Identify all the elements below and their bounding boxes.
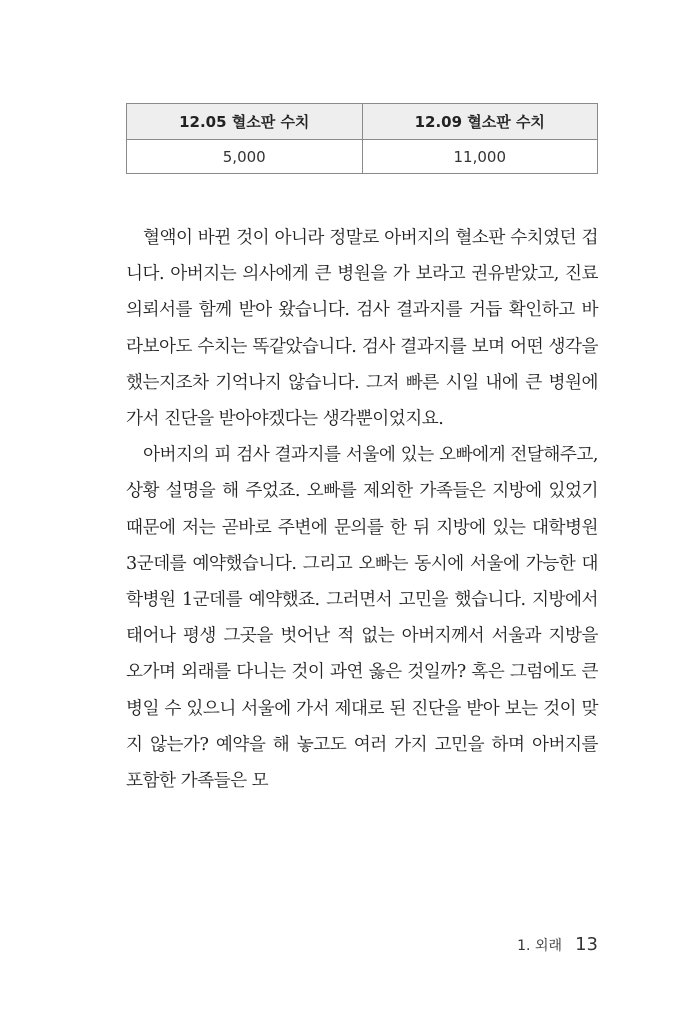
paragraph-1: 혈액이 바뀐 것이 아니라 정말로 아버지의 혈소판 수치였던 겁니다. 아버지는 의사에게 큰 병원을 가 보라고 권유받았고, 진료의뢰서를 함께 받아 왔습니다. 검사 결과지를 거듭 확인하고 바라보아도 수치는 똑같았습니다. 검사 결과지를 보며 어떤 생각을 했는지조차 기억나지 않습니다. 그저 빠른 시일 내에 큰 병원에 가서 진단을 받아야겠다는 생각뿐이었지요. — [126, 228, 598, 430]
page-number: 13 — [575, 934, 598, 955]
value-1209: 11,000 — [362, 140, 598, 174]
chapter-label: 1. 외래 — [517, 938, 562, 954]
body-text — [126, 220, 598, 799]
page-footer — [517, 934, 598, 955]
table-row — [127, 140, 598, 174]
platelet-table — [126, 103, 598, 174]
paragraph-2: 아버지의 피 검사 결과지를 서울에 있는 오빠에게 전달해주고, 상황 설명을 해 주었죠. 오빠를 제외한 가족들은 지방에 있었기 때문에 저는 곧바로 주변에 문의를 한 뒤 지방에 있는 대학병원 3군데를 예약했습니다. 그리고 오빠는 동시에 서울에 가능한 대학병원 1군데를 예약했죠. 그러면서 고민을 했습니다. 지방에서 태어나 평생 그곳을 벗어난 적 없는 아버지께서 서울과 지방을 오가며 외래를 다니는 것이 과연 옳은 것일까? 혹은 그럼에도 큰 병일 수 있으니 서울에 가서 제대로 된 진단을 받아 보는 것이 맞지 않는가? 예약을 해 놓고도 여러 가지 고민을 하며 아버지를 포함한 가족들은 모 — [126, 445, 598, 792]
column-header-1205: 12.05 혈소판 수치 — [127, 104, 363, 140]
column-header-1209: 12.09 혈소판 수치 — [362, 104, 598, 140]
value-1205: 5,000 — [127, 140, 363, 174]
table-header-row — [127, 104, 598, 140]
